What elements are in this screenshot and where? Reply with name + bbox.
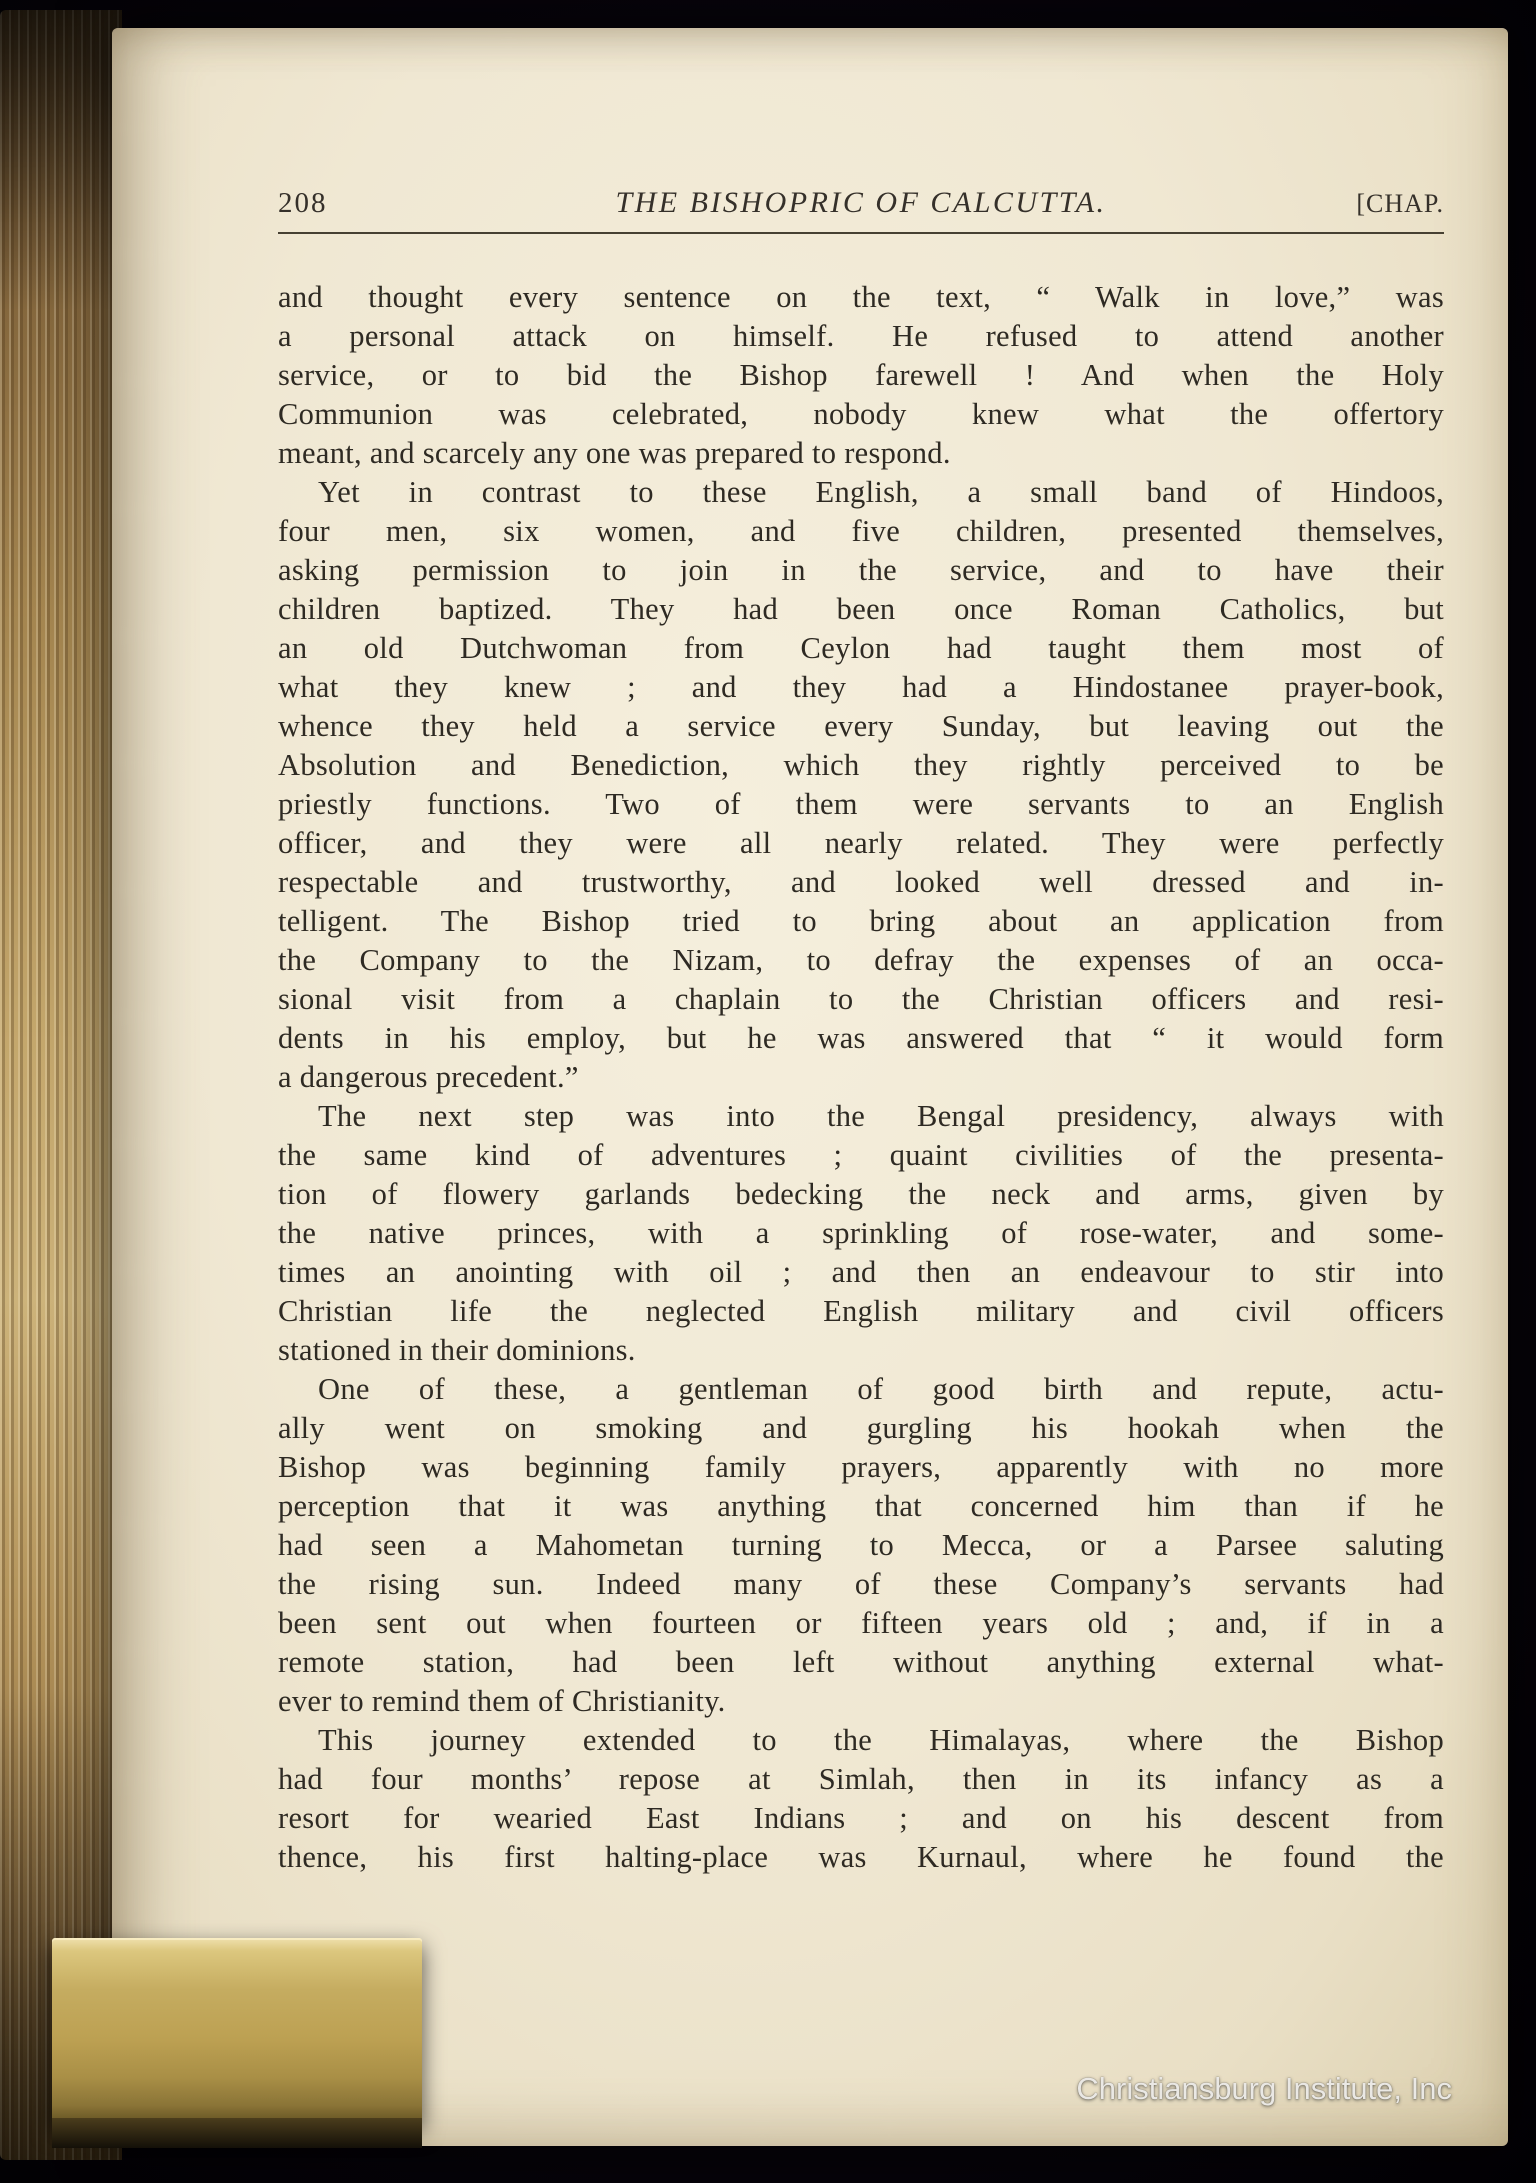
text-line: the Company to the Nizam, to defray the expenses of an occa- <box>278 943 1444 977</box>
text-line: four men, six women, and five children, presented themselves, <box>278 514 1444 548</box>
text-line: the rising sun. Indeed many of these Company’s servants had <box>278 1567 1444 1601</box>
text-line: times an anointing with oil ; and then an endeavour to stir into <box>278 1255 1444 1289</box>
text-line: telligent. The Bishop tried to bring about an application from <box>278 904 1444 938</box>
paragraph <box>278 1370 1444 1721</box>
text-line: officer, and they were all nearly related. They were perfectly <box>278 826 1444 860</box>
chapter-marker: [CHAP. <box>1356 189 1444 218</box>
running-title: THE BISHOPRIC OF CALCUTTA. <box>615 186 1107 219</box>
book-page <box>112 28 1508 2146</box>
text-line: meant, and scarcely any one was prepared to respond. <box>278 436 951 470</box>
text-line: respectable and trustworthy, and looked well dressed and in- <box>278 865 1444 899</box>
book-page-edges <box>0 10 122 2160</box>
text-line: had seen a Mahometan turning to Mecca, or a Parsee saluting <box>278 1528 1444 1562</box>
page-header <box>278 186 1444 220</box>
text-line: the native princes, with a sprinkling of rose-water, and some- <box>278 1216 1444 1250</box>
text-line: The next step was into the Bengal presidency, always with <box>318 1099 1444 1133</box>
book-cover-clasp-shadow <box>52 2118 422 2148</box>
text-line: Absolution and Benediction, which they rightly perceived to be <box>278 748 1444 782</box>
text-line: Yet in contrast to these English, a small band of Hindoos, <box>318 475 1444 509</box>
text-line: service, or to bid the Bishop farewell ! And when the Holy <box>278 358 1444 392</box>
text-line: children baptized. They had been once Roman Catholics, but <box>278 592 1444 626</box>
text-line: ally went on smoking and gurgling his hookah when the <box>278 1411 1444 1445</box>
text-line: what they knew ; and they had a Hindostanee prayer-book, <box>278 670 1444 704</box>
text-line: remote station, had been left without anything external what- <box>278 1645 1444 1679</box>
text-line: a personal attack on himself. He refused to attend another <box>278 319 1444 353</box>
watermark: Christiansburg Institute, Inc <box>1076 2071 1452 2106</box>
text-line: tion of flowery garlands bedecking the neck and arms, given by <box>278 1177 1444 1211</box>
text-line: asking permission to join in the service, and to have their <box>278 553 1444 587</box>
text-line: perception that it was anything that concerned him than if he <box>278 1489 1444 1523</box>
paragraph <box>278 278 1444 473</box>
text-line: an old Dutchwoman from Ceylon had taught them most of <box>278 631 1444 665</box>
text-line: stationed in their dominions. <box>278 1333 636 1367</box>
book-cover-clasp <box>52 1938 422 2124</box>
text-line: been sent out when fourteen or fifteen years old ; and, if in a <box>278 1606 1444 1640</box>
text-line: had four months’ repose at Simlah, then in its infancy as a <box>278 1762 1444 1796</box>
text-line: Communion was celebrated, nobody knew what the offertory <box>278 397 1444 431</box>
page-content <box>112 28 1508 2146</box>
text-line: whence they held a service every Sunday, but leaving out the <box>278 709 1444 743</box>
paragraph <box>278 1721 1444 1877</box>
text-line: Christian life the neglected English military and civil officers <box>278 1294 1444 1328</box>
paragraph <box>278 1097 1444 1370</box>
text-line: sional visit from a chaplain to the Christian officers and resi- <box>278 982 1444 1016</box>
text-line: thence, his first halting-place was Kurnaul, where he found the <box>278 1840 1444 1874</box>
text-line: Bishop was beginning family prayers, apparently with no more <box>278 1450 1444 1484</box>
text-line: resort for wearied East Indians ; and on his descent from <box>278 1801 1444 1835</box>
text-line: a dangerous precedent.” <box>278 1060 579 1094</box>
text-line: This journey extended to the Himalayas, where the Bishop <box>318 1723 1444 1757</box>
text-line: One of these, a gentleman of good birth and repute, actu- <box>318 1372 1444 1406</box>
page-number: 208 <box>278 187 328 219</box>
text-line: ever to remind them of Christianity. <box>278 1684 726 1718</box>
text-line: priestly functions. Two of them were servants to an English <box>278 787 1444 821</box>
header-rule <box>278 232 1444 234</box>
page-body <box>278 278 1444 1877</box>
text-line: and thought every sentence on the text, “ Walk in love,” was <box>278 280 1444 314</box>
paragraph <box>278 473 1444 1097</box>
text-line: dents in his employ, but he was answered that “ it would form <box>278 1021 1444 1055</box>
text-line: the same kind of adventures ; quaint civilities of the presenta- <box>278 1138 1444 1172</box>
